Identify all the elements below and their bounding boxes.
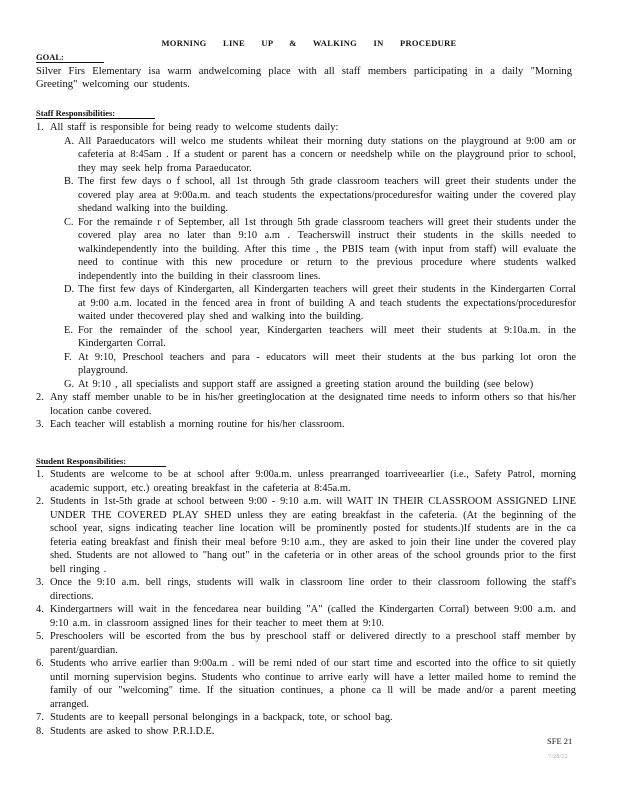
student-item-text: Students in 1st-5th grade at school between 9:00 - 9:10 a.m. will WAIT IN THEIR CLASSROOM ASSIGNED LINE UNDER THE COVERED PLAY SHED unless they are eating breakfast in the cafeteria. (At the beginning of the school year, signs indicating teacher line location will be prominently posted for students.)If students are in the ca feteria eating breakfast and finish their meal before 9:10 a.m., they are asked to join their line under the covered play shed. Students are not allowed to "hang out" in the cafeteria or in other areas of the school grounds prior to the first bell ringing .	[50, 496, 576, 575]
staff-subitem-letter: D.	[64, 284, 75, 295]
staff-item	[36, 391, 576, 418]
footer-tag: SFE 21	[547, 736, 573, 746]
staff-sublist	[64, 135, 576, 392]
student-item	[36, 495, 576, 576]
staff-subitem	[64, 351, 576, 378]
page-title: MORNING LINE UP & WALKING IN PROCEDURE	[161, 38, 457, 48]
student-item-number: 4.	[36, 604, 44, 615]
staff-item-number: 2.	[36, 392, 44, 403]
goal-heading: GOAL:	[36, 52, 104, 63]
student-item	[36, 657, 576, 711]
staff-subitem-letter: B.	[64, 176, 74, 187]
staff-subitem	[64, 324, 576, 351]
staff-heading: Staff Responsibilities:	[36, 108, 155, 119]
student-item-text: Students who arrive earlier than 9:00a.m . will be remi nded of our start time and escorted into the office to sit quietly until morning supervision begins. Students who continue to arrive early will have a letter mailed home to remind the family of our "welcoming" time. If the situation continues, a phone ca ll will be made and/or a parent meeting arranged.	[50, 658, 576, 710]
student-item	[36, 603, 576, 630]
student-item-text: Preschoolers will be escorted from the bus by preschool staff or delivered directly to a preschool staff member by parent/guardian.	[50, 631, 576, 656]
student-item-number: 6.	[36, 658, 44, 669]
staff-subitem-letter: C.	[64, 216, 74, 228]
student-item-text: Students are asked to show P.R.I.D.E.	[50, 725, 215, 737]
student-item-number: 3.	[36, 577, 44, 588]
staff-list	[36, 121, 576, 432]
student-item	[36, 725, 576, 739]
staff-item-text: Any staff member unable to be in his/her greetinglocation at the designated time needs to inform others so that his/her location canbe covered.	[50, 392, 576, 417]
staff-item	[36, 121, 576, 391]
student-item-number: 7.	[36, 712, 44, 723]
students-heading: Student Responsibilities:	[36, 456, 166, 467]
student-item-number: 5.	[36, 631, 44, 642]
staff-subitem-text: The first few days o f school, all 1st through 5th grade classroom teachers will greet their students under the covered play area at 9:00a.m. and teach students the expectations/proceduresfor waiting under the covered play shedand walking into the building.	[78, 176, 576, 214]
student-item-number: 1.	[36, 469, 44, 480]
student-item-number: 8.	[36, 725, 44, 737]
student-item-number: 2.	[36, 496, 44, 507]
staff-subitem	[64, 216, 576, 284]
staff-subitem-text: The first few days of Kindergarten, all Kindergarten teachers will greet their students in the Kindergarten Corral at 9:00 a.m. located in the fenced area in front of building A and teach students the expectations/proceduresfor waited under thecovered play shed and walking into the building.	[78, 284, 576, 322]
staff-item-number: 3.	[36, 419, 44, 430]
staff-subitem-text: For the remainder of the school year, Kindergarten teachers will meet their students at 9:10a.m. in the Kindergarten Corral.	[78, 324, 576, 349]
staff-subitem-letter: E.	[64, 324, 73, 336]
student-item-text: Kindergartners will wait in the fencedarea near building "A" (called the Kindergarten Corral) between 9:00 a.m. and 9:10 a.m. in classroom assigned lines for their teacher to meet them at 9:10.	[50, 604, 576, 629]
staff-subitem-text: At 9:10 , all specialists and support staff are assigned a greeting station around the building (see below)	[78, 378, 534, 390]
staff-subitem-letter: G.	[64, 378, 75, 390]
student-item	[36, 468, 576, 495]
staff-subitem	[64, 175, 576, 216]
staff-subitem	[64, 378, 576, 392]
staff-item-text: All staff is responsible for being ready to welcome students daily:	[50, 122, 339, 133]
staff-subitem-text: At 9:10, Preschool teachers and para - educators will meet their students at the bus parking lot oron the playground.	[78, 351, 576, 376]
student-item	[36, 711, 576, 725]
staff-subitem	[64, 135, 576, 176]
student-item-text: Students are to keepall personal belongings in a backpack, tote, or school bag.	[50, 712, 393, 723]
staff-item-text: Each teacher will establish a morning routine for his/her classroom.	[50, 419, 345, 430]
staff-subitem-text: For the remainde r of September, all 1st through 5th grade classroom teachers will greet their students under the covered play area no later than 9:10 a.m . Teacherswill instruct their students in the skills needed to walkindependently into the building. After this time , the PBIS team (with input from staff) will evaluate the need to continue with this new procedure or return to the previous procedure where students walked independently into the building in their classroom lines.	[78, 216, 576, 282]
students-list	[36, 468, 576, 738]
staff-subitem-letter: A.	[64, 135, 75, 147]
student-item	[36, 630, 576, 657]
staff-item-number: 1.	[36, 122, 44, 133]
staff-subitem-letter: F.	[64, 351, 72, 363]
student-item	[36, 576, 576, 603]
staff-item	[36, 418, 576, 432]
footer-date: 7/28/22	[548, 753, 568, 760]
staff-subitem-text: All Paraeducators will welco me students whileat their morning duty stations on the playground at 9:00 am or cafeteria at 8:45am . If a student or parent has a concern or needshelp while on the playground prior to school, they may seek help froma Paraeducator.	[78, 135, 576, 174]
staff-subitem	[64, 283, 576, 324]
student-item-text: Students are welcome to be at school after 9:00a.m. unless prearranged toarriveearlier (i.e., Safety Patrol, morning academic support, etc.) oreating breakfast in the cafeteria at 8:45a.m.	[50, 469, 576, 494]
student-item-text: Once the 9:10 a.m. bell rings, students will walk in classroom line order to their classroom following the staff's directions.	[50, 577, 576, 602]
goal-text: Silver Firs Elementary isa warm andwelcoming place with all staff members participating in a daily "Morning Greeting" welcoming our students.	[36, 66, 572, 90]
